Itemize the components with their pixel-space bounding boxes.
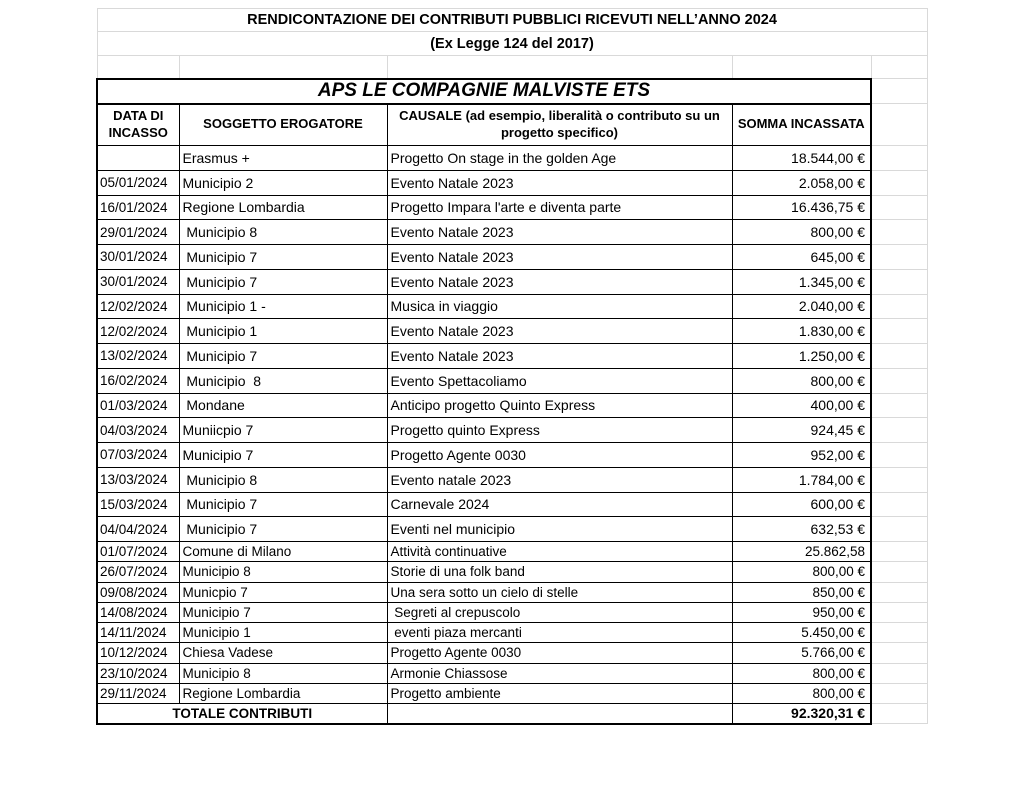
grid-cell-empty [871,104,927,146]
table-row [97,683,927,703]
cell-data-incasso: 12/02/2024 [97,319,179,344]
cell-soggetto: Municipio 7 [179,443,387,468]
cell-somma: 2.058,00 € [732,170,871,195]
grid-cell-empty [871,146,927,171]
table-header-row [97,104,927,146]
cell-data-incasso: 14/11/2024 [97,623,179,643]
cell-data-incasso: 16/02/2024 [97,368,179,393]
grid-cell-empty [871,170,927,195]
grid-cell-empty [871,663,927,683]
cell-data-incasso: 23/10/2024 [97,663,179,683]
cell-causale: Evento Natale 2023 [387,344,732,369]
cell-somma: 950,00 € [732,602,871,622]
cell-somma: 18.544,00 € [732,146,871,171]
cell-soggetto: Municipio 7 [179,245,387,270]
cell-somma: 25.862,58 [732,542,871,562]
cell-causale: Evento Natale 2023 [387,220,732,245]
total-row [97,704,927,724]
cell-data-incasso: 26/07/2024 [97,562,179,582]
cell-soggetto: Municipio 8 [179,562,387,582]
cell-soggetto: Regione Lombardia [179,683,387,703]
cell-causale: Evento Natale 2023 [387,269,732,294]
table-row [97,643,927,663]
grid-cell-empty [871,683,927,703]
table-row [97,344,927,369]
table-row [97,443,927,468]
cell-causale: Evento Natale 2023 [387,170,732,195]
cell-somma: 924,45 € [732,418,871,443]
cell-somma: 1.345,00 € [732,269,871,294]
cell-somma: 800,00 € [732,220,871,245]
cell-soggetto: Municpio 7 [179,582,387,602]
grid-cell-empty [871,542,927,562]
cell-causale: Storie di una folk band [387,562,732,582]
cell-causale: Armonie Chiassose [387,663,732,683]
grid-cell-empty [871,443,927,468]
total-label: TOTALE CONTRIBUTI [97,704,387,724]
table-row [97,623,927,643]
table-row [97,602,927,622]
table-row [97,582,927,602]
grid-cell-empty [871,418,927,443]
grid-cell-empty [871,492,927,517]
grid-cell-empty [97,56,179,79]
cell-somma: 1.830,00 € [732,319,871,344]
grid-cell-empty [871,623,927,643]
cell-causale: Segreti al crepuscolo [387,602,732,622]
cell-soggetto: Municipio 8 [179,368,387,393]
cell-causale: Progetto Agente 0030 [387,643,732,663]
cell-data-incasso: 01/03/2024 [97,393,179,418]
grid-cell-empty [871,344,927,369]
grid-cell-empty [871,562,927,582]
org-name-row [97,79,927,104]
cell-causale: Progetto Impara l'arte e diventa parte [387,195,732,220]
grid-cell-empty [871,195,927,220]
cell-data-incasso [97,146,179,171]
cell-data-incasso: 16/01/2024 [97,195,179,220]
table-row [97,195,927,220]
grid-cell-empty [871,517,927,542]
cell-soggetto: Municipio 1 - [179,294,387,319]
cell-somma: 1.250,00 € [732,344,871,369]
cell-somma: 400,00 € [732,393,871,418]
subtitle-row [97,32,927,56]
cell-soggetto: Municipio 8 [179,220,387,245]
cell-somma: 800,00 € [732,562,871,582]
table-row [97,418,927,443]
cell-causale: Progetto Agente 0030 [387,443,732,468]
cell-causale: Progetto ambiente [387,683,732,703]
grid-cell-empty [732,56,871,79]
grid-cell-empty [871,368,927,393]
table-row [97,146,927,171]
contributions-table [96,8,928,725]
col-header-soggetto: SOGGETTO EROGATORE [179,104,387,146]
table-row [97,170,927,195]
cell-soggetto: Municipio 7 [179,602,387,622]
grid-cell-empty [871,319,927,344]
table-row [97,562,927,582]
table-row [97,542,927,562]
empty-grid-row [97,56,927,79]
table-row [97,245,927,270]
cell-soggetto: Municipio 1 [179,623,387,643]
table-row [97,319,927,344]
cell-causale: Evento natale 2023 [387,467,732,492]
title-row [97,9,927,32]
cell-somma: 800,00 € [732,663,871,683]
cell-causale: Eventi nel municipio [387,517,732,542]
cell-causale: Evento Natale 2023 [387,319,732,344]
cell-somma: 5.450,00 € [732,623,871,643]
grid-cell-empty [871,79,927,104]
page-subtitle: (Ex Legge 124 del 2017) [97,32,927,56]
cell-data-incasso: 04/03/2024 [97,418,179,443]
cell-soggetto: Municipio 8 [179,663,387,683]
grid-cell-empty [871,294,927,319]
cell-somma: 800,00 € [732,683,871,703]
cell-causale: Anticipo progetto Quinto Express [387,393,732,418]
cell-soggetto: Muniicpio 7 [179,418,387,443]
cell-data-incasso: 01/07/2024 [97,542,179,562]
cell-data-incasso: 04/04/2024 [97,517,179,542]
cell-soggetto: Municipio 8 [179,467,387,492]
col-header-causale: CAUSALE (ad esempio, liberalità o contributo su un progetto specifico) [387,104,732,146]
cell-soggetto: Municipio 7 [179,492,387,517]
spreadsheet-page [96,8,926,725]
cell-data-incasso: 14/08/2024 [97,602,179,622]
cell-data-incasso: 15/03/2024 [97,492,179,517]
cell-data-incasso: 05/01/2024 [97,170,179,195]
table-row [97,492,927,517]
table-row [97,368,927,393]
grid-cell-empty [871,393,927,418]
cell-somma: 800,00 € [732,368,871,393]
grid-cell-empty [871,704,927,724]
cell-causale: Progetto On stage in the golden Age [387,146,732,171]
cell-soggetto: Comune di Milano [179,542,387,562]
cell-data-incasso: 12/02/2024 [97,294,179,319]
total-value: 92.320,31 € [732,704,871,724]
cell-soggetto: Chiesa Vadese [179,643,387,663]
cell-somma: 850,00 € [732,582,871,602]
cell-data-incasso: 09/08/2024 [97,582,179,602]
cell-data-incasso: 30/01/2024 [97,245,179,270]
cell-data-incasso: 13/03/2024 [97,467,179,492]
cell-soggetto: Municipio 7 [179,517,387,542]
cell-causale: Musica in viaggio [387,294,732,319]
cell-soggetto: Municipio 7 [179,344,387,369]
total-empty-cell [387,704,732,724]
cell-soggetto: Mondane [179,393,387,418]
cell-soggetto: Municipio 1 [179,319,387,344]
cell-somma: 5.766,00 € [732,643,871,663]
cell-causale: Attività continuative [387,542,732,562]
cell-data-incasso: 10/12/2024 [97,643,179,663]
cell-soggetto: Erasmus + [179,146,387,171]
cell-somma: 16.436,75 € [732,195,871,220]
cell-somma: 632,53 € [732,517,871,542]
grid-cell-empty [871,643,927,663]
cell-causale: Una sera sotto un cielo di stelle [387,582,732,602]
table-row [97,663,927,683]
cell-causale: eventi piaza mercanti [387,623,732,643]
table-row [97,517,927,542]
table-row [97,393,927,418]
grid-cell-empty [871,602,927,622]
grid-cell-empty [179,56,387,79]
table-row [97,467,927,492]
cell-data-incasso: 13/02/2024 [97,344,179,369]
grid-cell-empty [871,467,927,492]
table-row [97,294,927,319]
cell-somma: 600,00 € [732,492,871,517]
grid-cell-empty [871,582,927,602]
contrib-table-body [97,9,927,724]
page-title: RENDICONTAZIONE DEI CONTRIBUTI PUBBLICI RICEVUTI NELL’ANNO 2024 [97,9,927,32]
cell-causale: Evento Natale 2023 [387,245,732,270]
cell-causale: Carnevale 2024 [387,492,732,517]
cell-somma: 2.040,00 € [732,294,871,319]
grid-cell-empty [871,269,927,294]
table-row [97,220,927,245]
cell-causale: Evento Spettacoliamo [387,368,732,393]
cell-somma: 1.784,00 € [732,467,871,492]
cell-soggetto: Municipio 7 [179,269,387,294]
cell-somma: 952,00 € [732,443,871,468]
grid-cell-empty [871,56,927,79]
cell-data-incasso: 29/11/2024 [97,683,179,703]
col-header-somma: SOMMA INCASSATA [732,104,871,146]
grid-cell-empty [387,56,732,79]
col-header-data-incasso: DATA DI INCASSO [97,104,179,146]
cell-soggetto: Regione Lombardia [179,195,387,220]
table-row [97,269,927,294]
cell-data-incasso: 29/01/2024 [97,220,179,245]
cell-soggetto: Municipio 2 [179,170,387,195]
cell-data-incasso: 07/03/2024 [97,443,179,468]
grid-cell-empty [871,220,927,245]
cell-somma: 645,00 € [732,245,871,270]
org-name: APS LE COMPAGNIE MALVISTE ETS [97,79,871,104]
grid-cell-empty [871,245,927,270]
cell-causale: Progetto quinto Express [387,418,732,443]
cell-data-incasso: 30/01/2024 [97,269,179,294]
